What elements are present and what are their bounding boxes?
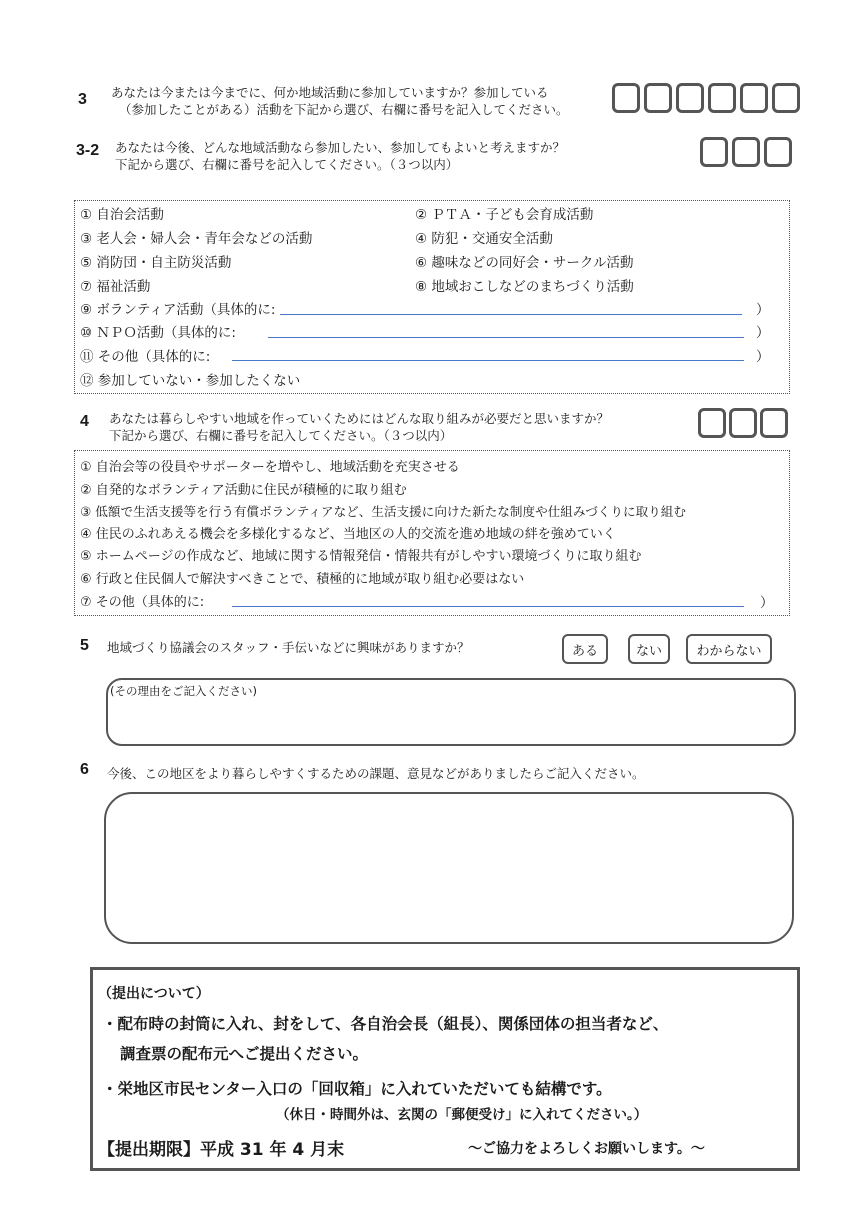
notice-bullet1-line2: 調査票の配布元へご提出ください。 — [120, 1045, 369, 1063]
q4-line2: 下記から選び、右欄に番号を記入してください。（３つ以内） — [109, 428, 453, 443]
activity-option-7: ⑦ 福祉活動 — [80, 279, 151, 295]
initiative-option-7-fill-line[interactable] — [232, 606, 744, 607]
initiative-option-6: ⑥ 行政と住民個人で解決すべきことで、積極的に地域が取り組む必要はない — [80, 572, 525, 587]
notice-bullet1-line1: ・配布時の封筒に入れ、封をして、各自治会長（組長）、関係団体の担当者など、 — [102, 1015, 669, 1033]
q4-answer-box[interactable] — [760, 408, 788, 438]
q3-line1: あなたは今または今までに、何か地域活動に参加していますか？参加している — [111, 85, 549, 100]
notice-heading: （提出について） — [98, 986, 210, 1002]
activity-option-9: ⑨ ボランティア活動（具体的に: — [80, 302, 276, 318]
q4-line1: あなたは暮らしやすい地域を作っていくためにはどんな取り組みが必要だと思いますか？ — [109, 411, 610, 426]
q3-answer-box[interactable] — [612, 83, 640, 113]
activity-option-9-fill-line[interactable] — [280, 314, 742, 315]
initiative-option-2: ② 自発的なボランティア活動に住民が積極的に取り組む — [80, 483, 407, 498]
q4-answer-box[interactable] — [729, 408, 757, 438]
initiative-option-7-close-paren: ） — [760, 595, 774, 611]
q5-choice-yes[interactable]: ある — [562, 634, 608, 664]
q5-reason-label: (その理由をご記入ください) — [110, 684, 257, 698]
notice-bullet2-note: （休日・時間外は、玄関の「郵便受け」に入れてください。） — [276, 1107, 648, 1123]
activity-option-3: ③ 老人会・婦人会・青年会などの活動 — [80, 231, 313, 247]
activity-option-6: ⑥ 趣味などの同好会・サークル活動 — [415, 255, 634, 271]
activity-option-8: ⑧ 地域おこしなどのまちづくり活動 — [415, 279, 634, 295]
q3-2-line1: あなたは今後、どんな地域活動なら参加したい、参加してもよいと考えますか？ — [115, 140, 566, 155]
q3-answer-box[interactable] — [708, 83, 736, 113]
initiative-option-1: ① 自治会等の役員やサポーターを増やし、地域活動を充実させる — [80, 460, 460, 475]
initiative-option-3: ③ 低額で生活支援等を行う有償ボランティアなど、生活支援に向けた新たな制度や仕組みづくりに取り組む — [80, 504, 686, 519]
activity-option-11-close-paren: ） — [756, 349, 770, 365]
q3-answer-box[interactable] — [772, 83, 800, 113]
activity-option-10: ⑩ ＮＰＯ活動（具体的に: — [80, 325, 236, 341]
activity-option-4: ④ 防犯・交通安全活動 — [415, 231, 553, 247]
activity-option-2: ② ＰＴＡ・子ども会育成活動 — [415, 207, 594, 223]
activity-option-10-fill-line[interactable] — [268, 337, 744, 338]
q5-number: 5 — [80, 637, 89, 654]
q3-answer-box[interactable] — [740, 83, 768, 113]
q6-text: 今後、この地区をより暮らしやすくするための課題、意見などがありましたらご記入ください。 — [107, 766, 645, 781]
q5-choice-no[interactable]: ない — [628, 634, 670, 664]
thanks-message: ～ご協力をよろしくお願いします。～ — [468, 1141, 705, 1157]
q6-comment-box[interactable] — [104, 792, 794, 944]
q4-answer-box[interactable] — [698, 408, 726, 438]
initiative-option-5: ⑤ ホームページの作成など、地域に関する情報発信・情報共有がしやすい環境づくりに取り組む — [80, 549, 642, 564]
submission-deadline: 【提出期限】平成 31 年 4 月末 — [98, 1140, 345, 1160]
activity-option-9-close-paren: ） — [756, 302, 770, 318]
initiative-option-4: ④ 住民のふれあえる機会を多様化するなど、当地区の人的交流を進め地域の絆を強めていく — [80, 527, 616, 542]
q3-2-line2: 下記から選び、右欄に番号を記入してください。（３つ以内） — [115, 157, 459, 172]
q3-2-answer-box[interactable] — [764, 137, 792, 167]
initiative-option-7: ⑦ その他（具体的に: — [80, 595, 205, 610]
q3-2-number: 3-2 — [76, 142, 100, 159]
activity-option-11: ⑪ その他（具体的に: — [80, 349, 211, 365]
q3-number: 3 — [78, 91, 87, 108]
q5-text: 地域づくり協議会のスタッフ・手伝いなどに興味がありますか？ — [107, 640, 470, 655]
activity-option-11-fill-line[interactable] — [232, 360, 744, 361]
q3-2-answer-box[interactable] — [700, 137, 728, 167]
q3-answer-box[interactable] — [676, 83, 704, 113]
activity-option-12: ⑫ 参加していない・参加したくない — [80, 373, 301, 389]
notice-bullet2: ・栄地区市民センター入口の「回収箱」に入れていただいても結構です。 — [102, 1080, 612, 1098]
q6-number: 6 — [80, 761, 89, 778]
activity-option-10-close-paren: ） — [756, 325, 770, 341]
q3-2-answer-box[interactable] — [732, 137, 760, 167]
q5-choice-unknown[interactable]: わからない — [686, 634, 772, 664]
q3-answer-box[interactable] — [644, 83, 672, 113]
activity-option-5: ⑤ 消防団・自主防災活動 — [80, 255, 232, 271]
q3-line2: （参加したことがある）活動を下記から選び、右欄に番号を記入してください。 — [119, 102, 569, 117]
activity-option-1: ① 自治会活動 — [80, 207, 164, 223]
q4-number: 4 — [80, 413, 89, 430]
